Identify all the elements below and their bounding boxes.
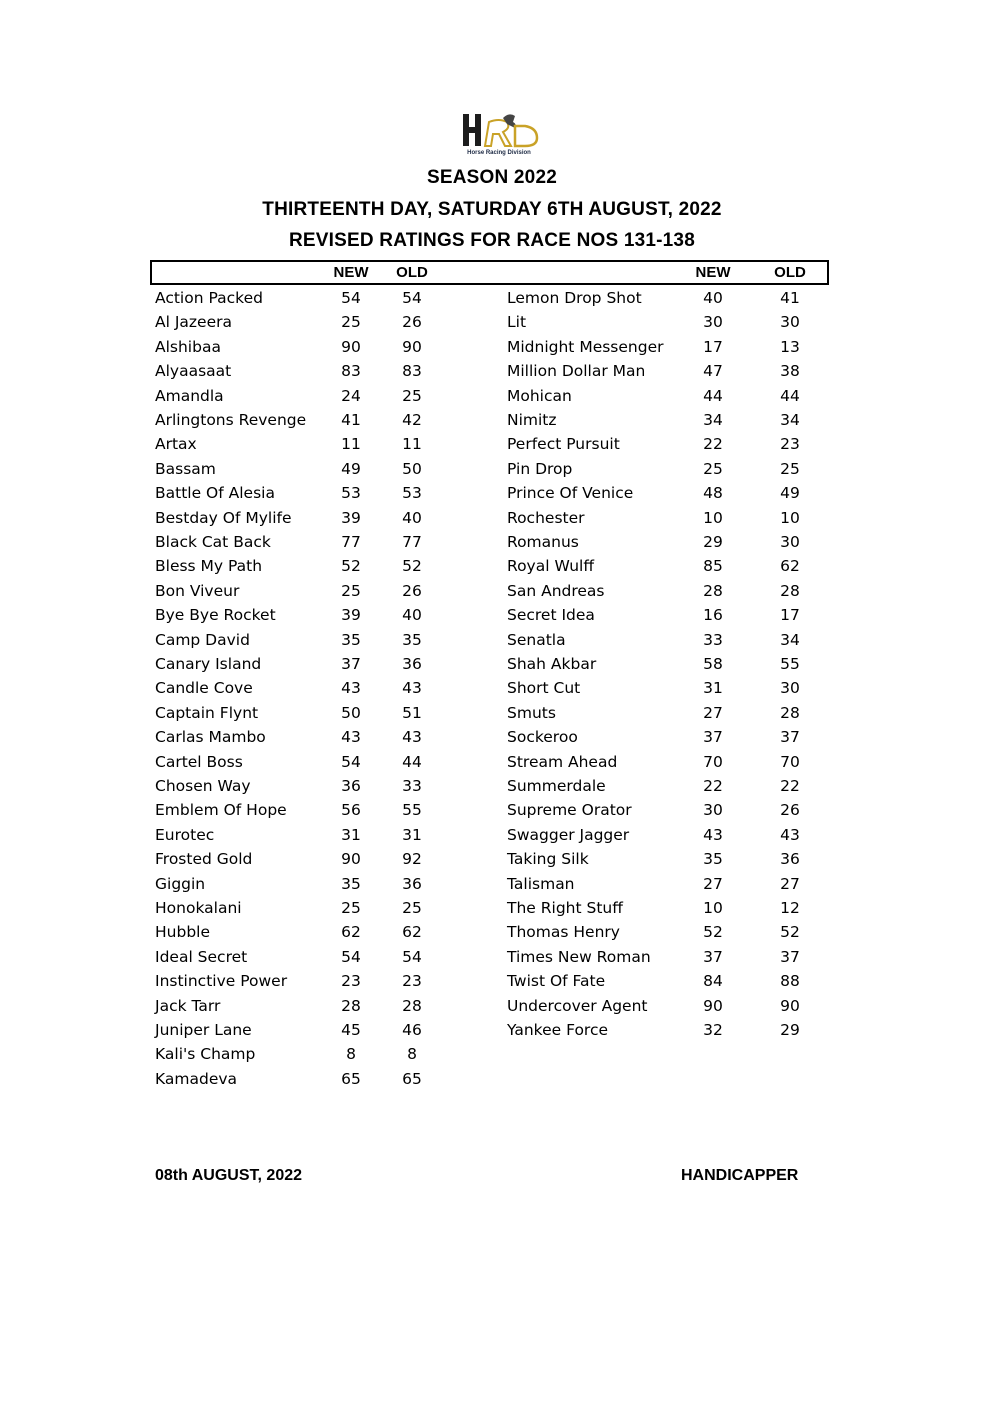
horse-name: Bless My Path bbox=[155, 557, 263, 576]
footer-date: 08th AUGUST, 2022 bbox=[155, 1167, 303, 1184]
old-rating: 25 bbox=[780, 459, 800, 478]
new-rating: 25 bbox=[341, 899, 361, 917]
new-rating: 25 bbox=[341, 581, 361, 600]
horse-name: Kali's Champ bbox=[155, 1045, 256, 1064]
footer-signature: HANDICAPPER bbox=[681, 1167, 799, 1184]
new-rating: 37 bbox=[341, 655, 361, 673]
horse-name: Canary Island bbox=[155, 655, 262, 673]
left-old-header: OLD bbox=[396, 264, 428, 281]
new-rating: 65 bbox=[341, 1069, 361, 1088]
new-rating: 77 bbox=[341, 533, 361, 551]
horse-name: Pin Drop bbox=[507, 459, 573, 478]
rating-row bbox=[0, 530, 999, 554]
new-rating: 52 bbox=[703, 923, 723, 942]
rating-row bbox=[0, 408, 999, 432]
season-heading: SEASON 2022 bbox=[427, 167, 557, 188]
new-rating: 48 bbox=[703, 484, 723, 503]
horse-name: Ideal Secret bbox=[155, 947, 248, 966]
new-rating: 53 bbox=[341, 484, 361, 503]
horse-name: Midnight Messenger bbox=[507, 337, 664, 356]
old-rating: 25 bbox=[402, 386, 422, 405]
new-rating: 50 bbox=[341, 703, 361, 722]
old-rating: 62 bbox=[780, 557, 800, 576]
rating-row bbox=[0, 701, 999, 725]
horse-name: Million Dollar Man bbox=[507, 362, 646, 381]
rating-row bbox=[0, 457, 999, 481]
old-rating: 11 bbox=[402, 435, 422, 454]
horse-name: Chosen Way bbox=[155, 777, 251, 795]
rating-row bbox=[0, 652, 999, 676]
new-rating: 41 bbox=[341, 411, 361, 429]
new-rating: 44 bbox=[703, 386, 723, 405]
old-rating: 37 bbox=[780, 728, 800, 747]
rating-row bbox=[0, 1042, 999, 1066]
old-rating: 70 bbox=[780, 752, 800, 771]
new-rating: 30 bbox=[703, 313, 723, 332]
rating-row bbox=[0, 798, 999, 822]
horse-name: Giggin bbox=[155, 874, 206, 893]
horse-name: Hubble bbox=[155, 923, 210, 942]
old-rating: 26 bbox=[780, 801, 800, 820]
new-rating: 31 bbox=[341, 825, 361, 844]
old-rating: 41 bbox=[780, 289, 800, 307]
old-rating: 46 bbox=[402, 1021, 422, 1039]
old-rating: 31 bbox=[402, 825, 422, 844]
new-rating: 17 bbox=[703, 337, 723, 356]
old-rating: 54 bbox=[402, 947, 422, 966]
new-rating: 35 bbox=[703, 850, 723, 869]
old-rating: 36 bbox=[780, 850, 800, 869]
horse-name: Emblem Of Hope bbox=[155, 801, 287, 820]
old-rating: 26 bbox=[402, 581, 422, 600]
rating-row bbox=[0, 750, 999, 774]
rating-row bbox=[0, 969, 999, 993]
new-rating: 23 bbox=[341, 972, 361, 991]
horse-name: Lemon Drop Shot bbox=[507, 289, 642, 307]
horse-name: Stream Ahead bbox=[507, 752, 618, 771]
old-rating: 22 bbox=[780, 777, 800, 795]
new-rating: 16 bbox=[703, 606, 723, 625]
rating-row bbox=[0, 506, 999, 530]
rating-row bbox=[0, 725, 999, 749]
old-rating: 62 bbox=[402, 923, 422, 942]
new-rating: 84 bbox=[703, 972, 723, 991]
rating-row bbox=[0, 847, 999, 871]
old-rating: 27 bbox=[780, 874, 800, 893]
old-rating: 35 bbox=[402, 630, 422, 649]
old-rating: 44 bbox=[402, 752, 422, 771]
horse-name: Short Cut bbox=[507, 679, 581, 698]
horse-name: Royal Wulff bbox=[507, 557, 595, 576]
old-rating: 36 bbox=[402, 874, 422, 893]
old-rating: 90 bbox=[402, 337, 422, 356]
new-rating: 24 bbox=[341, 386, 361, 405]
old-rating: 30 bbox=[780, 533, 800, 551]
rating-row bbox=[0, 920, 999, 944]
old-rating: 44 bbox=[780, 386, 800, 405]
left-new-header: NEW bbox=[333, 264, 369, 281]
horse-name: Swagger Jagger bbox=[507, 825, 630, 844]
new-rating: 90 bbox=[341, 850, 361, 869]
right-new-header: NEW bbox=[695, 264, 731, 281]
old-rating: 50 bbox=[402, 459, 422, 478]
old-rating: 42 bbox=[402, 411, 422, 429]
new-rating: 54 bbox=[341, 289, 361, 307]
new-rating: 83 bbox=[341, 362, 361, 381]
logo-caption: Horse Racing Division bbox=[467, 150, 531, 156]
old-rating: 8 bbox=[407, 1045, 417, 1064]
horse-name: Perfect Pursuit bbox=[507, 435, 620, 454]
old-rating: 13 bbox=[780, 337, 800, 356]
old-rating: 55 bbox=[780, 655, 800, 673]
new-rating: 35 bbox=[341, 630, 361, 649]
old-rating: 37 bbox=[780, 947, 800, 966]
old-rating: 28 bbox=[402, 996, 422, 1015]
new-rating: 70 bbox=[703, 752, 723, 771]
new-rating: 90 bbox=[341, 337, 361, 356]
new-rating: 8 bbox=[346, 1045, 356, 1064]
horse-name: Taking Silk bbox=[507, 850, 589, 869]
horse-name: Juniper Lane bbox=[155, 1021, 252, 1039]
old-rating: 40 bbox=[402, 606, 422, 625]
old-rating: 28 bbox=[780, 703, 800, 722]
horse-name: Captain Flynt bbox=[155, 703, 259, 722]
horse-name: Talisman bbox=[507, 874, 575, 893]
horse-name: Smuts bbox=[507, 703, 556, 722]
old-rating: 12 bbox=[780, 899, 800, 917]
old-rating: 43 bbox=[780, 825, 800, 844]
new-rating: 37 bbox=[703, 947, 723, 966]
new-rating: 22 bbox=[703, 435, 723, 454]
old-rating: 49 bbox=[780, 484, 800, 503]
old-rating: 30 bbox=[780, 313, 800, 332]
new-rating: 22 bbox=[703, 777, 723, 795]
right-old-header: OLD bbox=[774, 264, 806, 281]
horse-name: Honokalani bbox=[155, 899, 242, 917]
old-rating: 29 bbox=[780, 1021, 800, 1039]
rating-row bbox=[0, 994, 999, 1018]
new-rating: 34 bbox=[703, 411, 723, 429]
horse-name: Nimitz bbox=[507, 411, 557, 429]
rating-row bbox=[0, 579, 999, 603]
rating-row bbox=[0, 481, 999, 505]
old-rating: 53 bbox=[402, 484, 422, 503]
new-rating: 62 bbox=[341, 923, 361, 942]
old-rating: 38 bbox=[780, 362, 800, 381]
new-rating: 10 bbox=[703, 508, 723, 527]
old-rating: 43 bbox=[402, 679, 422, 698]
rating-row bbox=[0, 335, 999, 359]
horse-name: Mohican bbox=[507, 386, 572, 405]
horse-name: Cartel Boss bbox=[155, 752, 243, 771]
horse-name: Jack Tarr bbox=[155, 996, 221, 1015]
new-rating: 27 bbox=[703, 874, 723, 893]
horse-name: Undercover Agent bbox=[507, 996, 648, 1015]
old-rating: 52 bbox=[780, 923, 800, 942]
horse-name: Prince Of Venice bbox=[507, 484, 634, 503]
new-rating: 25 bbox=[703, 459, 723, 478]
horse-name: Action Packed bbox=[155, 289, 263, 307]
horse-name: Bassam bbox=[155, 459, 216, 478]
horse-name: The Right Stuff bbox=[507, 899, 623, 917]
horse-name: Bestday Of Mylife bbox=[155, 508, 292, 527]
old-rating: 10 bbox=[780, 508, 800, 527]
horse-name: Alyaasaat bbox=[155, 362, 232, 381]
new-rating: 39 bbox=[341, 508, 361, 527]
old-rating: 88 bbox=[780, 972, 800, 991]
horse-name: Supreme Orator bbox=[507, 801, 632, 820]
rating-row bbox=[0, 628, 999, 652]
new-rating: 54 bbox=[341, 947, 361, 966]
page-title: REVISED RATINGS FOR RACE NOS 131-138 bbox=[289, 230, 695, 251]
horse-name: Kamadeva bbox=[155, 1069, 238, 1088]
new-rating: 52 bbox=[341, 557, 361, 576]
rating-row bbox=[0, 554, 999, 578]
old-rating: 25 bbox=[402, 899, 422, 917]
new-rating: 36 bbox=[341, 777, 361, 795]
old-rating: 77 bbox=[402, 533, 422, 551]
old-rating: 43 bbox=[402, 728, 422, 747]
rating-row bbox=[0, 676, 999, 700]
rating-row bbox=[0, 310, 999, 334]
horse-name: Secret Idea bbox=[507, 606, 595, 625]
horse-name: Artax bbox=[155, 435, 197, 454]
old-rating: 23 bbox=[780, 435, 800, 454]
horse-name: Amandla bbox=[155, 386, 224, 405]
horse-name: Summerdale bbox=[507, 777, 606, 795]
horse-name: Times New Roman bbox=[507, 947, 651, 966]
old-rating: 65 bbox=[402, 1069, 422, 1088]
rating-row bbox=[0, 896, 999, 920]
horse-name: Camp David bbox=[155, 630, 250, 649]
old-rating: 33 bbox=[402, 777, 422, 795]
new-rating: 37 bbox=[703, 728, 723, 747]
rating-row bbox=[0, 384, 999, 408]
old-rating: 54 bbox=[402, 289, 422, 307]
horse-name: Shah Akbar bbox=[507, 655, 597, 673]
new-rating: 11 bbox=[341, 435, 361, 454]
new-rating: 90 bbox=[703, 996, 723, 1015]
rating-row bbox=[0, 774, 999, 798]
old-rating: 23 bbox=[402, 972, 422, 991]
old-rating: 51 bbox=[402, 703, 422, 722]
horse-name: Candle Cove bbox=[155, 679, 253, 698]
horse-name: Carlas Mambo bbox=[155, 728, 266, 747]
horse-name: Battle Of Alesia bbox=[155, 484, 275, 503]
rating-row bbox=[0, 1067, 999, 1091]
rating-row bbox=[0, 432, 999, 456]
new-rating: 85 bbox=[703, 557, 723, 576]
rating-row bbox=[0, 1018, 999, 1042]
new-rating: 28 bbox=[341, 996, 361, 1015]
new-rating: 56 bbox=[341, 801, 361, 820]
horse-name: Lit bbox=[507, 313, 527, 332]
old-rating: 40 bbox=[402, 508, 422, 527]
old-rating: 92 bbox=[402, 850, 422, 869]
horse-name: San Andreas bbox=[507, 581, 605, 600]
old-rating: 17 bbox=[780, 606, 800, 625]
horse-name: Bye Bye Rocket bbox=[155, 606, 276, 625]
new-rating: 47 bbox=[703, 362, 723, 381]
horse-name: Thomas Henry bbox=[507, 923, 620, 942]
horse-name: Black Cat Back bbox=[155, 533, 271, 551]
new-rating: 33 bbox=[703, 630, 723, 649]
new-rating: 25 bbox=[341, 313, 361, 332]
new-rating: 43 bbox=[341, 728, 361, 747]
new-rating: 31 bbox=[703, 679, 723, 698]
new-rating: 29 bbox=[703, 533, 723, 551]
new-rating: 28 bbox=[703, 581, 723, 600]
horse-name: Rochester bbox=[507, 508, 585, 527]
rating-row bbox=[0, 286, 999, 310]
horse-name: Romanus bbox=[507, 533, 579, 551]
old-rating: 26 bbox=[402, 313, 422, 332]
horse-name: Senatla bbox=[507, 630, 566, 649]
old-rating: 28 bbox=[780, 581, 800, 600]
horse-name: Bon Viveur bbox=[155, 581, 240, 600]
horse-name: Alshibaa bbox=[155, 337, 221, 356]
day-heading: THIRTEENTH DAY, SATURDAY 6TH AUGUST, 2022 bbox=[262, 199, 722, 220]
rating-row bbox=[0, 872, 999, 896]
horse-name: Arlingtons Revenge bbox=[155, 411, 307, 429]
new-rating: 27 bbox=[703, 703, 723, 722]
old-rating: 34 bbox=[780, 411, 800, 429]
rating-row bbox=[0, 359, 999, 383]
rating-row bbox=[0, 603, 999, 627]
new-rating: 30 bbox=[703, 801, 723, 820]
old-rating: 30 bbox=[780, 679, 800, 698]
new-rating: 39 bbox=[341, 606, 361, 625]
old-rating: 83 bbox=[402, 362, 422, 381]
old-rating: 36 bbox=[402, 655, 422, 673]
new-rating: 58 bbox=[703, 655, 723, 673]
new-rating: 32 bbox=[703, 1021, 723, 1039]
old-rating: 55 bbox=[402, 801, 422, 820]
new-rating: 49 bbox=[341, 459, 361, 478]
old-rating: 52 bbox=[402, 557, 422, 576]
horse-name: Al Jazeera bbox=[155, 313, 232, 332]
old-rating: 90 bbox=[780, 996, 800, 1015]
new-rating: 43 bbox=[341, 679, 361, 698]
rating-row bbox=[0, 945, 999, 969]
new-rating: 45 bbox=[341, 1021, 361, 1039]
horse-name: Eurotec bbox=[155, 825, 215, 844]
horse-name: Frosted Gold bbox=[155, 850, 253, 869]
horse-name: Yankee Force bbox=[507, 1021, 609, 1039]
new-rating: 43 bbox=[703, 825, 723, 844]
new-rating: 10 bbox=[703, 899, 723, 917]
horse-name: Twist Of Fate bbox=[507, 972, 606, 991]
new-rating: 54 bbox=[341, 752, 361, 771]
new-rating: 40 bbox=[703, 289, 723, 307]
old-rating: 34 bbox=[780, 630, 800, 649]
rating-row bbox=[0, 823, 999, 847]
horse-name: Instinctive Power bbox=[155, 972, 288, 991]
horse-name: Sockeroo bbox=[507, 728, 578, 747]
new-rating: 35 bbox=[341, 874, 361, 893]
